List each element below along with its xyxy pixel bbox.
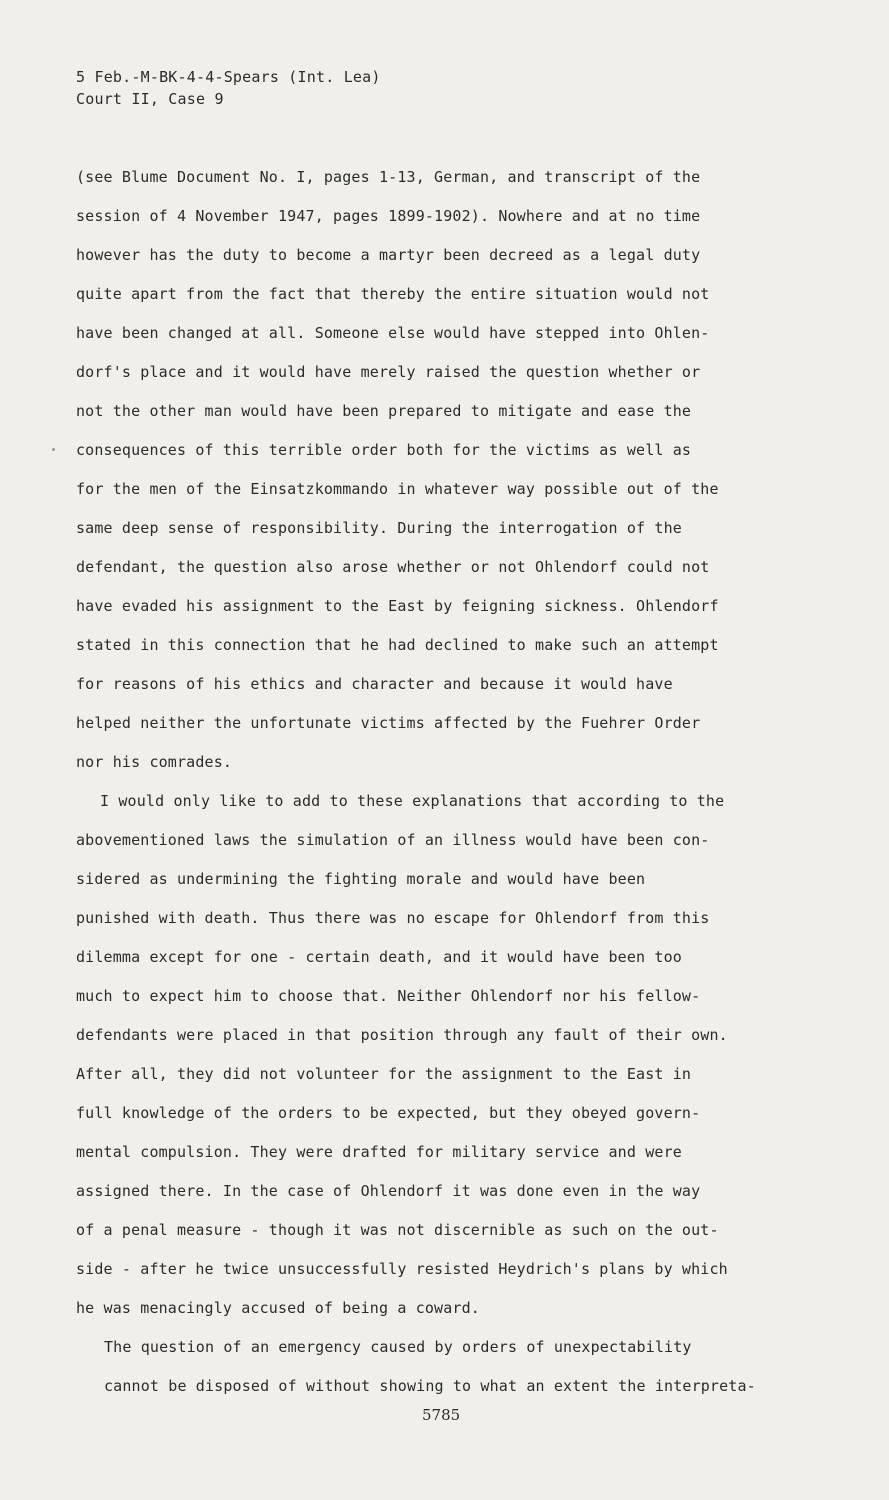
- paper-speck: [52, 448, 55, 451]
- text-line: cannot be disposed of without showing to what an extent the interpreta-: [104, 1377, 756, 1395]
- text-line: abovementioned laws the simulation of an illness would have been con-: [76, 831, 710, 849]
- text-line: assigned there. In the case of Ohlendorf it was done even in the way: [76, 1182, 701, 1200]
- text-line: side - after he twice unsuccessfully resisted Heydrich's plans by which: [76, 1260, 728, 1278]
- text-line: not the other man would have been prepared to mitigate and ease the: [76, 402, 692, 420]
- text-line: for the men of the Einsatzkommando in whatever way possible out of the: [76, 480, 719, 498]
- text-line: dilemma except for one - certain death, and it would have been too: [76, 948, 682, 966]
- text-line: sidered as undermining the fighting morale and would have been: [76, 870, 646, 888]
- text-line: punished with death. Thus there was no escape for Ohlendorf from this: [76, 909, 710, 927]
- page-number: 5785: [422, 1406, 461, 1424]
- text-line: stated in this connection that he had declined to make such an attempt: [76, 636, 719, 654]
- text-line: much to expect him to choose that. Neither Ohlendorf nor his fellow-: [76, 987, 701, 1005]
- text-line: of a penal measure - though it was not discernible as such on the out-: [76, 1221, 719, 1239]
- text-line: helped neither the unfortunate victims affected by the Fuehrer Order: [76, 714, 701, 732]
- text-line: same deep sense of responsibility. During the interrogation of the: [76, 519, 682, 537]
- document-body: [76, 158, 796, 1406]
- header-reference-line: 5 Feb.-M-BK-4-4-Spears (Int. Lea): [76, 68, 381, 86]
- paragraph-1: [76, 158, 796, 782]
- text-line: I would only like to add to these explanations that according to the: [100, 792, 725, 810]
- text-line: quite apart from the fact that thereby the entire situation would not: [76, 285, 710, 303]
- text-line: defendants were placed in that position through any fault of their own.: [76, 1026, 728, 1044]
- text-line: he was menacingly accused of being a coward.: [76, 1299, 480, 1317]
- header-court-line: Court II, Case 9: [76, 90, 224, 108]
- text-line: (see Blume Document No. I, pages 1-13, German, and transcript of the: [76, 168, 701, 186]
- paragraph-2: [76, 782, 796, 1328]
- text-line: for reasons of his ethics and character and because it would have: [76, 675, 673, 693]
- text-line: dorf's place and it would have merely raised the question whether or: [76, 363, 701, 381]
- paragraph-3: [76, 1328, 796, 1406]
- document-header: [76, 66, 381, 110]
- text-line: full knowledge of the orders to be expected, but they obeyed govern-: [76, 1104, 701, 1122]
- text-line: After all, they did not volunteer for the assignment to the East in: [76, 1065, 692, 1083]
- text-line: defendant, the question also arose whether or not Ohlendorf could not: [76, 558, 710, 576]
- text-line: session of 4 November 1947, pages 1899-1902). Nowhere and at no time: [76, 207, 701, 225]
- text-line: however has the duty to become a martyr been decreed as a legal duty: [76, 246, 701, 264]
- text-line: nor his comrades.: [76, 753, 233, 771]
- text-line: have evaded his assignment to the East by feigning sickness. Ohlendorf: [76, 597, 719, 615]
- text-line: have been changed at all. Someone else would have stepped into Ohlen-: [76, 324, 710, 342]
- text-line: mental compulsion. They were drafted for military service and were: [76, 1143, 682, 1161]
- text-line: The question of an emergency caused by orders of unexpectability: [104, 1338, 692, 1356]
- text-line: consequences of this terrible order both for the victims as well as: [76, 441, 692, 459]
